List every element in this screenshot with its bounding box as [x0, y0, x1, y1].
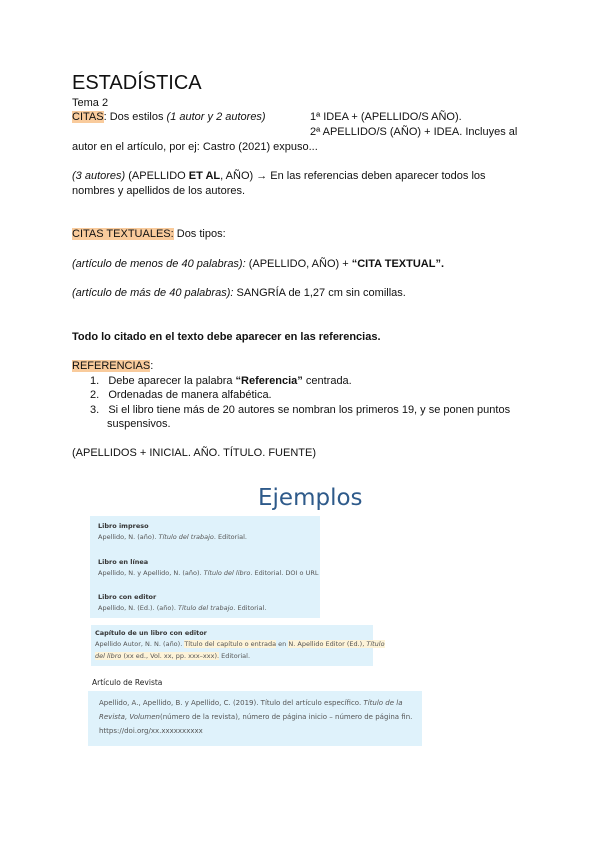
citas-rule-1: 1ª IDEA + (APELLIDO/S AÑO).: [310, 111, 462, 123]
tres-post: , AÑO) → En las referencias deben aparecer todos los: [220, 170, 486, 182]
example-heading: Libro impreso: [98, 522, 149, 530]
et-al: ET AL: [188, 170, 221, 182]
citas-text: : Dos estilos: [103, 111, 167, 123]
t: Apellido, A., Apellido, B. y Apellido, C. (2019). Título del artículo específico.: [99, 699, 364, 707]
item-bold: “Referencia”: [235, 375, 303, 387]
t: del libro: [95, 652, 122, 660]
citas-label: CITAS: [72, 111, 104, 123]
item-text: Ordenadas de manera alfabética.: [108, 389, 272, 401]
referencias-heading: [72, 360, 153, 372]
t: . Editorial.: [233, 604, 267, 612]
t: . Editorial. DOI o URL: [250, 569, 319, 577]
item-text: Si el libro tiene más de 20 autores se nombran los primeros 19, y se ponen puntos: [108, 404, 511, 416]
mas-40-line: [72, 287, 406, 299]
menos-40-line: [72, 258, 444, 270]
t: . Editorial.: [213, 533, 247, 541]
subtitle: Tema 2: [72, 97, 109, 109]
list-item: 3. Si el libro tiene más de 20 autores se nombran los primeros 19, y se ponen puntos: [90, 404, 511, 416]
example-text: [95, 640, 385, 648]
examples-box-chapter: [91, 625, 385, 666]
mas-label: (artículo de más de 40 palabras):: [72, 287, 234, 299]
t: Título de la: [363, 699, 403, 707]
mas-text: SANGRÍA de 1,27 cm sin comillas.: [233, 287, 406, 299]
list-item-cont: suspensivos.: [107, 418, 171, 430]
textuales-text: Dos tipos:: [173, 228, 226, 240]
example-heading: Capítulo de un libro con editor: [95, 629, 207, 637]
example-text: [99, 713, 412, 721]
t: Editorial.: [219, 652, 251, 660]
tres-autores-line: [72, 170, 486, 182]
referencias-colon: :: [150, 360, 154, 372]
citas-line: [72, 111, 266, 123]
t: Título del trabajo: [178, 604, 234, 612]
t: Apellido, N. (año).: [98, 533, 159, 541]
example-text: [98, 604, 266, 612]
t: (número de la revista), número de página inicio – número de página fin.: [160, 713, 413, 721]
t: Apellido, N. y Apellido, N. (año).: [98, 569, 204, 577]
t: Título del capítulo o entrada: [184, 640, 277, 648]
t: Título del libro: [203, 569, 251, 577]
page-title: ESTADÍSTICA: [72, 72, 202, 94]
t: (xx ed., Vol. xx, pp. xxx–xxx).: [121, 652, 220, 660]
list-item: 2. Ordenadas de manera alfabética.: [90, 389, 272, 401]
example-text: [98, 569, 318, 577]
list-item: 1. Debe aparecer la palabra “Referencia” centrada.: [90, 375, 352, 387]
citas-rule-2-cont: autor en el artículo, por ej: Castro (2021) expuso...: [72, 141, 318, 153]
tres-line-2: nombres y apellidos de los autores.: [72, 185, 246, 197]
textuales-line: [72, 228, 226, 240]
t: N. Apellido Editor (Ed.),: [288, 640, 365, 648]
revista-heading: Artículo de Revista: [92, 678, 163, 687]
textuales-label: CITAS TEXTUALES:: [72, 228, 174, 240]
examples-box-journal: [88, 691, 422, 746]
t: Apellido Autor, N. N. (año).: [95, 640, 185, 648]
menos-bold: “CITA TEXTUAL”.: [351, 258, 445, 270]
tres-label: (3 autores): [72, 170, 126, 182]
example-heading: Libro en línea: [98, 558, 149, 566]
t: Título: [364, 640, 385, 648]
item-text: Debe aparecer la palabra: [108, 375, 236, 387]
note: Todo lo citado en el texto debe aparecer en las referencias.: [72, 331, 381, 343]
example-text: [95, 652, 250, 660]
example-text: [99, 699, 403, 707]
citas-rule-2: 2ª APELLIDO/S (AÑO) + IDEA. Incluyes al: [310, 126, 518, 138]
menos-label: (artículo de menos de 40 palabras):: [72, 258, 246, 270]
t: Revista, Volumen: [99, 713, 160, 721]
tres-pre: (APELLIDO: [125, 170, 189, 182]
doi-text: https://doi.org/xx.xxxxxxxxxx: [99, 727, 203, 735]
menos-text: (APELLIDO, AÑO) +: [245, 258, 352, 270]
examples-box-books: [90, 516, 320, 618]
t: Apellido, N. (Ed.). (año).: [98, 604, 179, 612]
example-text: [98, 533, 247, 541]
ejemplos-title: Ejemplos: [258, 485, 363, 511]
t: en: [276, 640, 289, 648]
citas-styles: (1 autor y 2 autores): [166, 111, 266, 123]
example-heading: Libro con editor: [98, 593, 157, 601]
item-text: centrada.: [302, 375, 352, 387]
t: Título del trabajo: [158, 533, 214, 541]
referencias-label: REFERENCIAS: [72, 360, 151, 372]
format-line: (APELLIDOS + INICIAL. AÑO. TÍTULO. FUENTE): [72, 447, 316, 459]
